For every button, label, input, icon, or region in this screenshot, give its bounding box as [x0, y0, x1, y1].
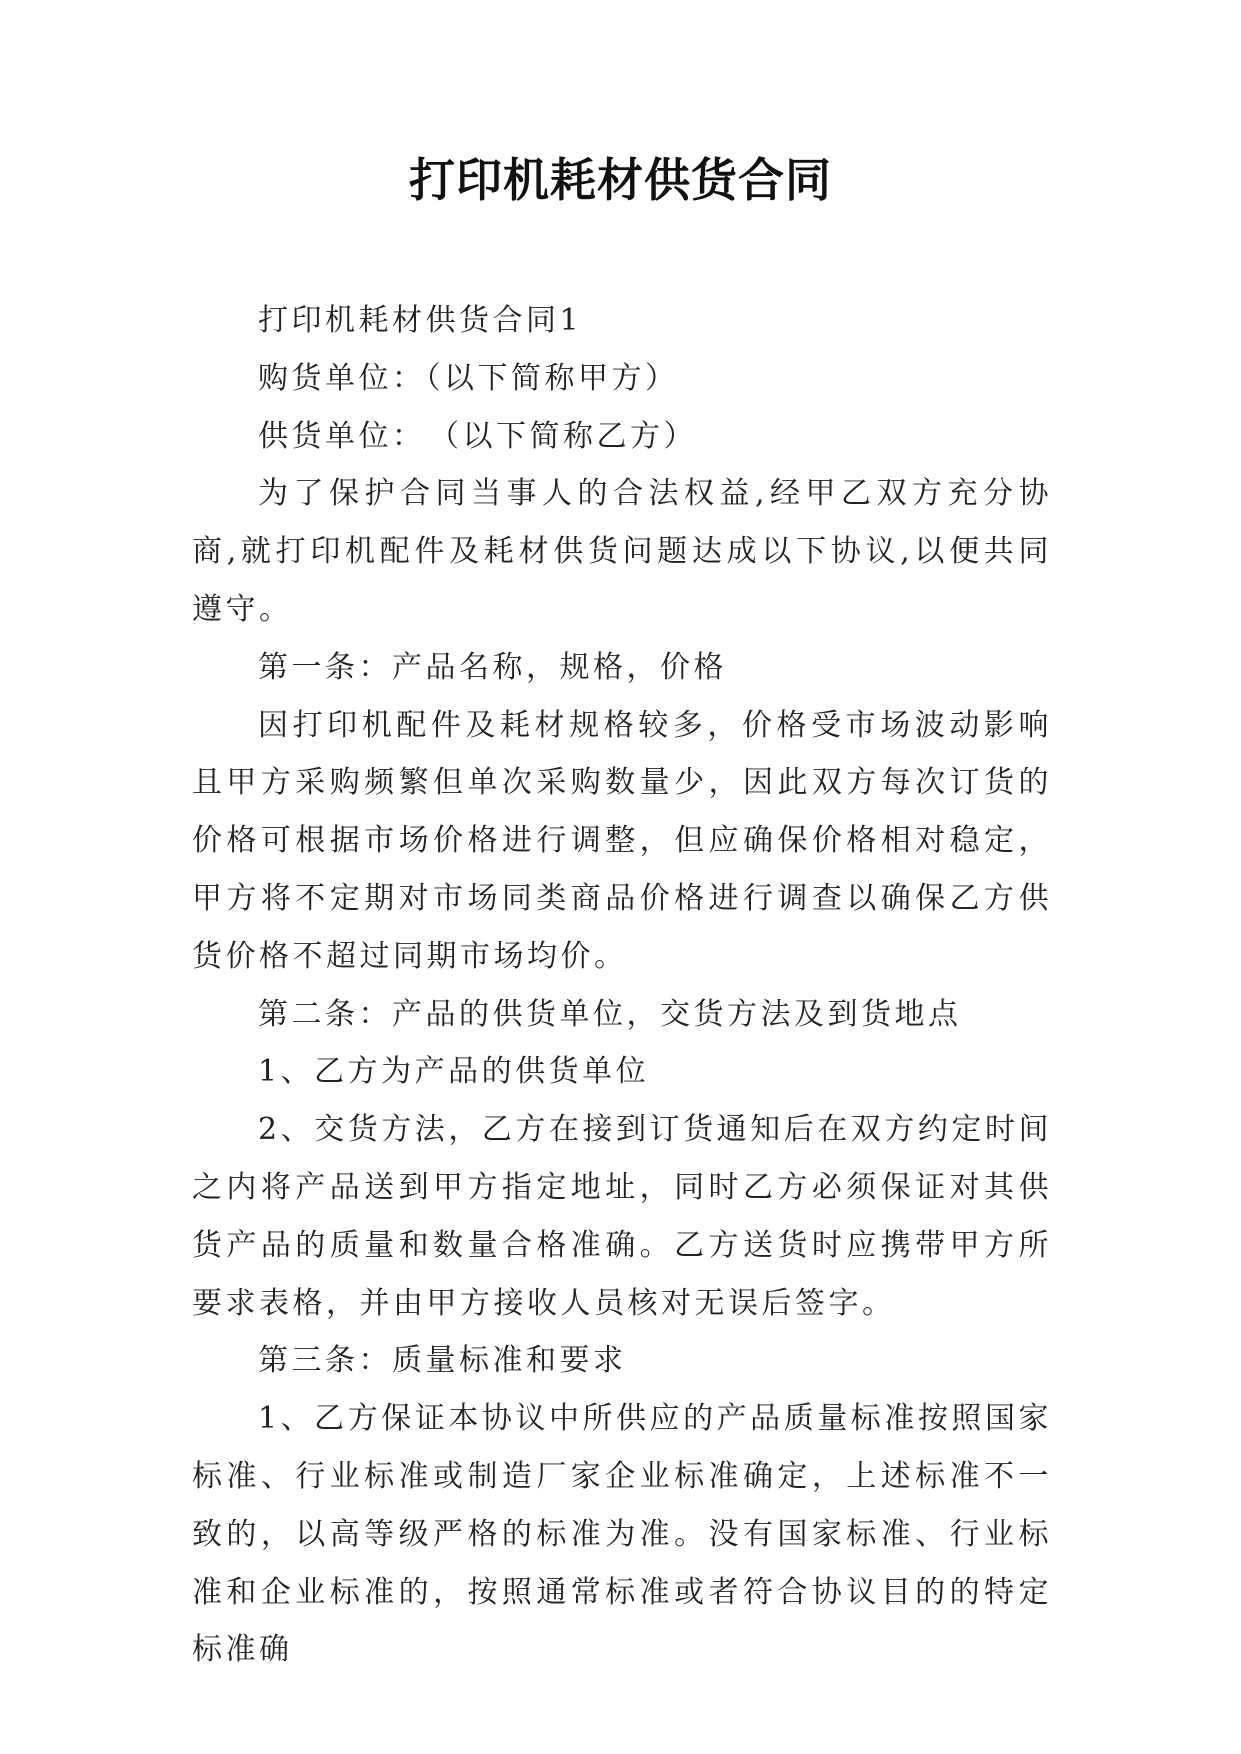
article-1-heading: 第一条：产品名称，规格，价格 [258, 649, 727, 685]
document-title: 打印机耗材供货合同 [409, 153, 832, 207]
article-3-item-1: 1、乙方保证本协议中所供应的产品质量标准按照国家标准、行业标准或制造厂家企业标准确定，上述标准不一致的，以高等级严格的标准为准。没有国家标准、行业标准和企业标准的，按照通常标准或者符合协议目的的特定标准确 [192, 1401, 1052, 1668]
paragraph-preamble: 为了保护合同当事人的合法权益,经甲乙双方充分协商,就打印机配件及耗材供货问题达成以下协议,以便共同遵守。 [192, 476, 1052, 627]
article-2-item-2: 2、交货方法，乙方在接到订货通知后在双方约定时间之内将产品送到甲方指定地址，同时乙方必须保证对其供货产品的质量和数量合格准确。乙方送货时应携带甲方所要求表格，并由甲方接收人员核对无误后签字。 [192, 1112, 1052, 1321]
article-1-text: 因打印机配件及耗材规格较多，价格受市场波动影响且甲方采购频繁但单次采购数量少，因此双方每次订货的价格可根据市场价格进行调整，但应确保价格相对稳定，甲方将不定期对市场同类商品价格进行调查以确保乙方供货价格不超过同期市场均价。 [192, 707, 1052, 974]
paragraph-heading: 打印机耗材供货合同1 [258, 303, 583, 338]
document-body [192, 292, 1052, 1679]
article-2-item-1: 1、乙方为产品的供货单位 [258, 1054, 650, 1090]
article-2-heading: 第二条：产品的供货单位，交货方法及到货地点 [258, 996, 962, 1032]
paragraph-supplier: 供货单位： （以下简称乙方） [258, 418, 697, 454]
paragraph-buyer: 购货单位：（以下简称甲方） [258, 360, 679, 396]
article-3-heading: 第三条：质量标准和要求 [258, 1343, 627, 1379]
